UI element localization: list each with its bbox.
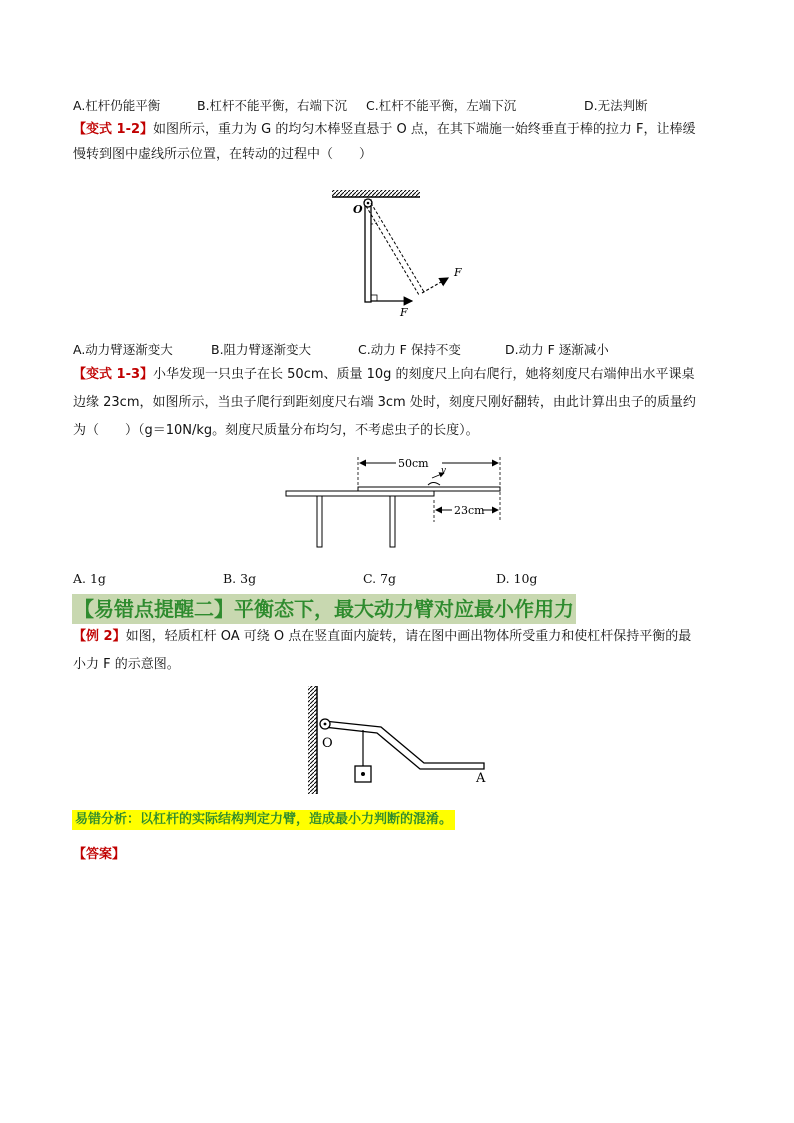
rod xyxy=(365,200,371,302)
variant-1-3-option-b: B. 3g xyxy=(223,571,257,586)
variant-1-2-option-b: B.阻力臂逐渐变大 xyxy=(211,342,312,357)
variant-1-3-option-d: D. 10g xyxy=(496,571,538,586)
label-v: v xyxy=(441,466,447,476)
ceiling-hatch xyxy=(332,190,420,197)
label-f: F xyxy=(400,306,408,318)
variant-1-2-text-line1 xyxy=(73,121,695,139)
table-leg-right xyxy=(390,496,395,547)
label-o: O xyxy=(322,736,333,751)
bug xyxy=(428,483,440,486)
lever-rotation-figure xyxy=(320,188,480,318)
variant-1-2-tag: 【变式 1-2】 xyxy=(73,122,154,137)
example-2-text-line2: 小力 F 的示意图。 xyxy=(73,657,180,672)
variant-1-3-option-a: A. 1g xyxy=(73,571,106,586)
variant-1-2-option-d: D.动力 F 逐渐减小 xyxy=(505,342,609,357)
example-2-text-line1 xyxy=(73,628,691,646)
example-2-tag: 【例 2】 xyxy=(73,629,126,644)
option-b: B.杠杆不能平衡，右端下沉 xyxy=(197,98,348,113)
variant-1-2-option-c: C.动力 F 保持不变 xyxy=(358,342,461,357)
variant-1-2-option-a: A.动力臂逐渐变大 xyxy=(73,342,173,357)
variant-1-3-option-c: C. 7g xyxy=(363,571,397,586)
variant-1-3-stem-1: 小华发现一只虫子在长 50cm、质量 10g 的刻度尺上向右爬行，她将刻度尺右端伸出水平课桌 xyxy=(153,367,695,382)
error-analysis: 易错分析：以杠杆的实际结构判定力臂，造成最小力判断的混淆。 xyxy=(72,810,455,830)
option-a: A.杠杆仍能平衡 xyxy=(73,98,161,113)
label-50cm: 50cm xyxy=(398,457,429,470)
option-d: D.无法判断 xyxy=(584,98,648,113)
ruler-table-figure xyxy=(282,454,512,552)
option-c: C.杠杆不能平衡，左端下沉 xyxy=(366,98,517,113)
variant-1-2-text-line2: 慢转到图中虚线所示位置，在转动的过程中（ ） xyxy=(73,147,373,162)
table-leg-left xyxy=(317,496,322,547)
variant-1-3-text-line1 xyxy=(73,366,695,384)
dashed-rod xyxy=(371,203,424,292)
variant-1-2-stem-1: 如图所示，重力为 G 的均匀木棒竖直悬于 O 点，在其下端施一始终垂直于棒的拉力 F，让棒缓 xyxy=(153,122,696,137)
label-o: O xyxy=(353,203,363,216)
label-23cm: 23cm xyxy=(454,504,485,517)
label-a: A xyxy=(476,771,486,786)
variant-1-3-tag: 【变式 1-3】 xyxy=(73,367,154,382)
force-arrow-dashed xyxy=(422,278,448,293)
ruler xyxy=(358,487,500,491)
bent-lever xyxy=(324,721,484,769)
example-2-stem-1: 如图，轻质杠杆 OA 可绕 O 点在竖直面内旋转，请在图中画出物体所受重力和使杠杆保持平衡的最 xyxy=(125,629,692,644)
section-heading-2: 【易错点提醒二】平衡态下，最大动力臂对应最小作用力 xyxy=(72,594,576,624)
variant-1-3-text-line2: 边缘 23cm，如图所示，当虫子爬行到距刻度尺右端 3cm 处时，刻度尺刚好翻转，由此计算出虫子的质量约 xyxy=(73,395,696,410)
wall-hatch xyxy=(308,686,317,794)
variant-1-3-text-line3: 为（ ）（g＝10N/kg。刻度尺质量分布均匀，不考虑虫子的长度）。 xyxy=(73,423,479,438)
table-top xyxy=(286,491,434,496)
answer-label: 【答案】 xyxy=(73,847,126,862)
label-f-dashed: F xyxy=(454,266,462,279)
bent-lever-figure xyxy=(306,684,492,796)
